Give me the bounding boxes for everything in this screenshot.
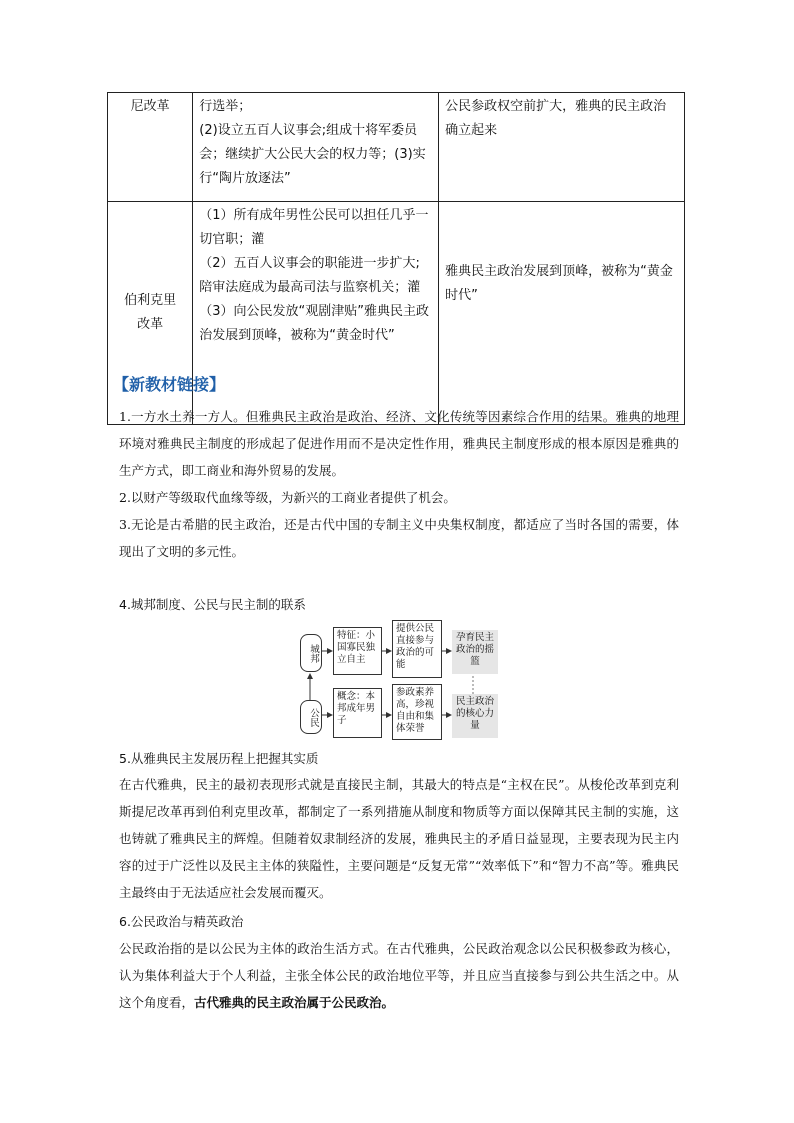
point-4-title: 4.城邦制度、公民与民主制的联系 — [119, 597, 306, 612]
measures-text: 行选举； (2)设立五百人议事会;组成十将军委员会；继续扩大公民大会的权力等；(3)实行“陶片放逐法” — [199, 99, 426, 186]
point-5-body: 在古代雅典，民主的最初表现形式就是直接民主制，其最大的特点是“主权在民”。从梭伦改革到克利斯提尼改革再到伯利克里改革，都制定了一系列措施从制度和物质等方面以保障其民主制的实施，这也铸就了雅典民主的辉煌。但随着奴隶制经济的发展，雅典民主的矛盾日益显现，主要表现为民主内容的过于广泛性以及民主主体的狭隘性，主要问题是“反复无常”“效率低下”和“智力不高”等。雅典民主最终由于无法适应社会发展而覆灭。 — [119, 777, 679, 900]
reform-measures-cell — [193, 93, 439, 202]
provide-node: 提供公民直接参与政治的可能 — [392, 620, 442, 678]
point-2: 2.以财产等级取代血缘等级，为新兴的工商业者提供了机会。 — [119, 490, 456, 505]
concept-node: 概念：本邦成年男子 — [333, 688, 382, 738]
point-6-body — [119, 935, 679, 1016]
feature-node: 特征：小国寡民独立自主 — [333, 627, 382, 675]
city-state-node: 城邦 — [300, 634, 322, 672]
point-6-title: 6.公民政治与精英政治 — [119, 914, 244, 929]
reform-name-cell: 尼改革 — [108, 93, 193, 202]
table-row — [108, 93, 685, 202]
section-title: 【新教材链接】 — [113, 375, 226, 394]
point-6-body-text: 公民政治指的是以公民为主体的政治生活方式。在古代雅典，公民政治观念以公民积极参政为核心，认为集体利益大于个人利益，主张全体公民的政治地位平等，并且应当直接参与到公共生活之中。从这个角度看， — [119, 941, 679, 1010]
point-1: 1.一方水土养一方人。但雅典民主政治是政治、经济、文化传统等因素综合作用的结果。雅典的地理环境对雅典民主制度的形成起了促进作用而不是决定性作用，雅典民主制度形成的根本原因是雅典的生产方式，即工商业和海外贸易的发展。 — [119, 409, 679, 478]
point-5-title: 5.从雅典民主发展历程上把握其实质 — [119, 751, 319, 766]
reform-name-text: 伯利克里改革 — [124, 293, 177, 332]
reform-effect-cell: 公民参政权空前扩大，雅典的民主政治确立起来 — [439, 93, 685, 202]
reform-measures-cell — [193, 202, 439, 425]
reform-effect-cell: 雅典民主政治发展到顶峰，被称为“黄金时代” — [439, 202, 685, 425]
point-6-conclusion: 古代雅典的民主政治属于公民政治。 — [194, 995, 395, 1010]
citizen-node: 公民 — [300, 700, 322, 734]
quality-node: 参政素养高，珍视自由和集体荣誉 — [392, 684, 442, 740]
measures-text: （1）所有成年男性公民可以担任几乎一切官职；灌 （2）五百人议事会的职能进一步扩大;陪审法庭成为最高司法与监察机关；灌 （3）向公民发放“观剧津贴”雅典民主政治发展到顶峰，被称为“黄金时代” — [199, 208, 430, 343]
cradle-node: 孕育民主政治的摇篮 — [452, 630, 498, 674]
core-node: 民主政治的核心力量 — [452, 694, 498, 738]
point-3: 3.无论是古希腊的民主政治，还是古代中国的专制主义中央集权制度，都适应了当时各国的需要，体现出了文明的多元性。 — [119, 517, 679, 559]
relationship-diagram — [296, 618, 506, 744]
